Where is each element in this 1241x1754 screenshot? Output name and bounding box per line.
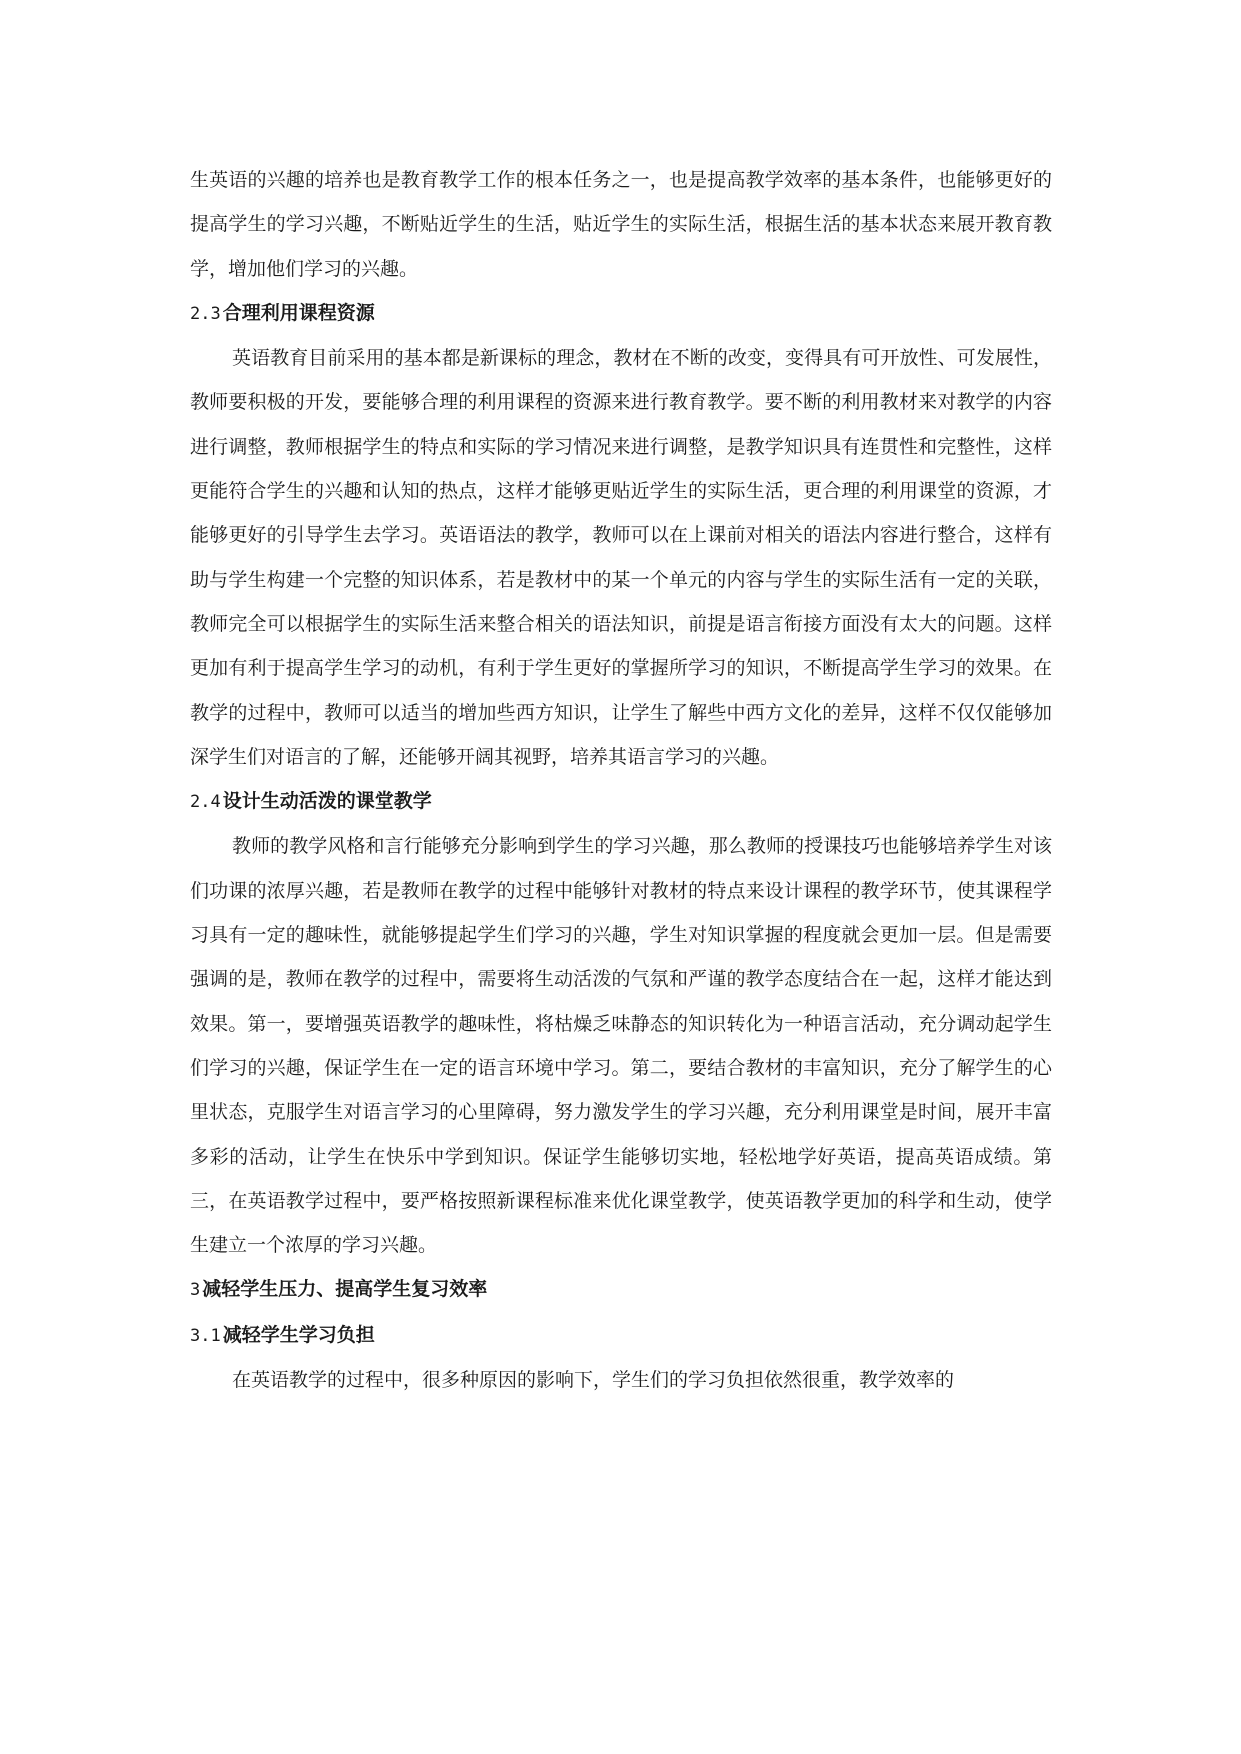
paragraph-reduce-burden: 在英语教学的过程中，很多种原因的影响下，学生们的学习负担依然很重，教学效率的 <box>232 1369 955 1392</box>
section-heading-2-4 <box>190 779 1052 824</box>
section-heading-3 <box>190 1267 1052 1312</box>
section-title: 减轻学生学习负担 <box>222 1323 375 1346</box>
section-title: 合理利用课程资源 <box>222 301 375 324</box>
section-number: 2.3 <box>190 303 221 324</box>
paragraph-interest-intro: 生英语的兴趣的培养也是教育教学工作的根本任务之一，也是提高教学效率的基本条件，也能够更好的提高学生的学习兴趣，不断贴近学生的生活，贴近学生的实际生活，根据生活的基本状态来展开教育教学，增加他们学习的兴趣。 <box>190 169 1052 280</box>
section-heading-2-3 <box>190 291 1052 336</box>
section-number: 2.4 <box>190 792 221 813</box>
paragraph-course-resources: 英语教育目前采用的基本都是新课标的理念，教材在不断的改变，变得具有可开放性、可发展性，教师要积极的开发，要能够合理的利用课程的资源来进行教育教学。要不断的利用教材来对教学的内容进行调整，教师根据学生的特点和实际的学习情况来进行调整，是教学知识具有连贯性和完整性，这样更能符合学生的兴趣和认知的热点，这样才能够更贴近学生的实际生活，更合理的利用课堂的资源，才能够更好的引导学生去学习。英语语法的教学，教师可以在上课前对相关的语法内容进行整合，这样有助与学生构建一个完整的知识体系，若是教材中的某一个单元的内容与学生的实际生活有一定的关联，教师完全可以根据学生的实际生活来整合相关的语法知识，前提是语言衔接方面没有太大的问题。这样更加有利于提高学生学习的动机，有利于学生更好的掌握所学习的知识，不断提高学生学习的效果。在教学的过程中，教师可以适当的增加些西方知识，让学生了解些中西方文化的差异，这样不仅仅能够加深学生们对语言的了解，还能够开阔其视野，培养其语言学习的兴趣。 <box>190 347 1052 768</box>
section-number: 3.1 <box>190 1325 221 1346</box>
section-heading-3-1 <box>190 1313 1052 1358</box>
paragraph-lively-classroom: 教师的教学风格和言行能够充分影响到学生的学习兴趣，那么教师的授课技巧也能够培养学生对该们功课的浓厚兴趣，若是教师在教学的过程中能够针对教材的特点来设计课程的教学环节，使其课程学习具有一定的趣味性，就能够提起学生们学习的兴趣，学生对知识掌握的程度就会更加一层。但是需要强调的是，教师在教学的过程中，需要将生动活泼的气氛和严谨的教学态度结合在一起，这样才能达到效果。第一，要增强英语教学的趣味性，将枯燥乏味静态的知识转化为一种语言活动，充分调动起学生们学习的兴趣，保证学生在一定的语言环境中学习。第二，要结合教材的丰富知识，充分了解学生的心里状态，克服学生对语言学习的心里障碍，努力激发学生的学习兴趣，充分利用课堂是时间，展开丰富多彩的活动，让学生在快乐中学到知识。保证学生能够切实地，轻松地学好英语，提高英语成绩。第三，在英语教学过程中，要严格按照新课程标准来优化课堂教学，使英语教学更加的科学和生动，使学生建立一个浓厚的学习兴趣。 <box>190 835 1052 1257</box>
section-number: 3 <box>190 1280 201 1301</box>
section-title: 设计生动活泼的课堂教学 <box>222 790 432 813</box>
document-page <box>190 158 1052 1402</box>
section-title: 减轻学生压力、提高学生复习效率 <box>202 1278 488 1301</box>
